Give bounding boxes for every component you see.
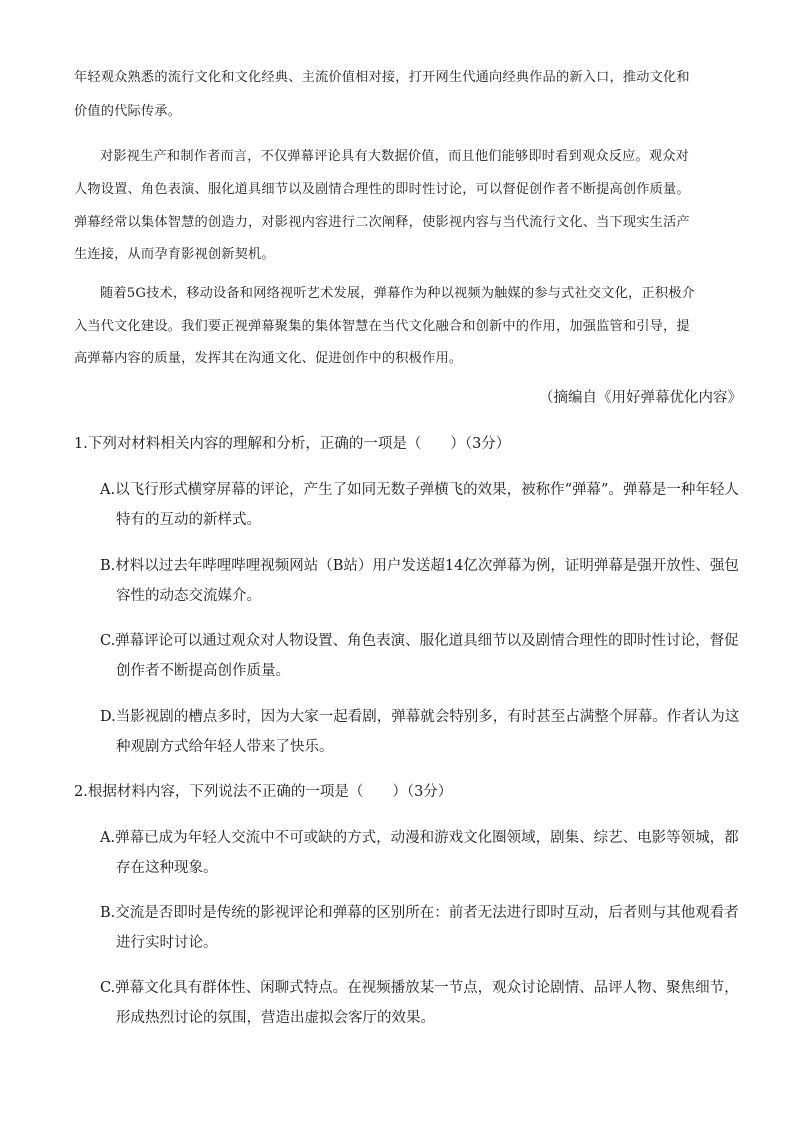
question-1-option-a: A.以飞行形式横穿屏幕的评论，产生了如同无数子弹横飞的效果，被称作“弹幕”。弹幕是一种年轻人 [100,482,739,498]
passage-p2-line-2: 人物设置、角色表演、服化道具细节以及剧情合理性的即时性讨论，可以督促创作者不断提高创作质量。 [74,182,690,197]
question-1-stem: 1.下列对材料相关内容的理解和分析，正确的一项是（ ）（3分） [74,436,511,452]
passage-p2-line-1: 对影视生产和制作者而言，不仅弹幕评论具有大数据价值，而且他们能够即时看到观众反应。观众对 [100,149,690,164]
passage-p1-line-2: 价值的代际传承。 [74,104,182,119]
passage-p2-line-4: 生连接，从而孕育影视创新契机。 [74,247,275,262]
passage-p3-line-2: 入当代文化建设。我们要正视弹幕聚集的集体智慧在当代文化融合和创新中的作用，加强监管和引导，提 [74,319,690,334]
question-1-option-d: D.当影视剧的槽点多时，因为大家一起看剧，弹幕就会特别多，有时甚至占满整个屏幕。作者认为这 [100,709,740,725]
question-1-option-a-cont: 特有的互动的新样式。 [116,512,261,528]
question-1-option-c-cont: 创作者不断提高创作质量。 [116,663,290,679]
question-1-option-b-cont: 容性的动态交流媒介。 [116,588,261,604]
question-2-option-a: A.弹幕已成为年轻人交流中不可或缺的方式，动漫和游戏文化圈领域，剧集、综艺、电影等领城，都 [100,830,739,846]
question-2-option-b-cont: 进行实时讨论。 [116,935,218,951]
question-2-option-b: B.交流是否即时是传统的影视评论和弹幕的区别所在：前者无法进行即时互动，后者则与其他观看者 [100,905,739,921]
passage-p2-line-3: 弹幕经常以集体智慧的创造力，对影视内容进行二次阐释，使影视内容与当代流行文化、当下现实生活产 [74,215,690,230]
question-1-option-b: B.材料以过去年哔哩哔哩视频网站（B站）用户发送超14亿次弹幕为例，证明弹幕是强开放性、强包 [100,558,739,574]
question-2-option-c-cont: 形成热烈讨论的氛围，营造出虚拟会客厅的效果。 [116,1010,435,1026]
question-2-option-a-cont: 存在这种现象。 [116,860,218,876]
passage-p1-line-1: 年轻观众熟悉的流行文化和文化经典、主流价值相对接，打开网生代通向经典作品的新入口，推动文化和 [74,70,690,85]
question-1-option-d-cont: 种观剧方式给年轻人带来了快乐。 [116,739,334,755]
question-2-stem: 2.根据材料内容，下列说法不正确的一项是（ ）（3分） [74,784,453,800]
question-2-option-c: C.弹幕文化具有群体性、闲聊式特点。在视频播放某一节点，观众讨论剧情、品评人物、聚焦细节， [100,980,739,996]
passage-p3-line-3: 高弹幕内容的质量，发挥其在沟通文化、促进创作中的积极作用。 [74,351,463,366]
passage-p3-line-1: 随着5G技术，移动设备和网络视听艺术发展，弹幕作为种以视频为触媒的参与式社交文化，正积极介 [100,286,695,301]
passage-source: （摘编自《用好弹幕优化内容》 [539,390,742,406]
question-1-option-c: C.弹幕评论可以通过观众对人物设置、角色表演、服化道具细节以及剧情合理性的即时性讨论，督促 [100,633,739,649]
